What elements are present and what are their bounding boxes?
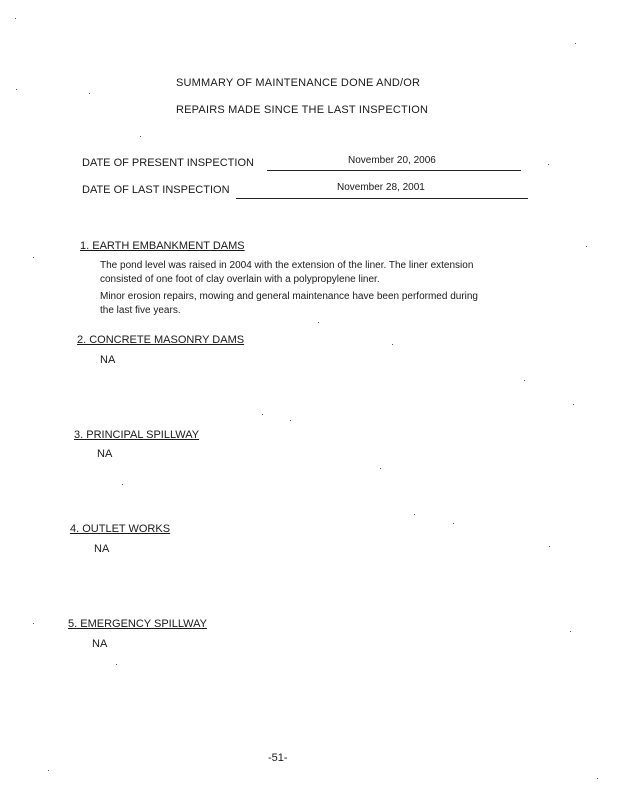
last-inspection-underline: [236, 198, 528, 199]
section-5-heading: 5. EMERGENCY SPILLWAY: [68, 618, 207, 630]
section-1-heading: 1. EARTH EMBANKMENT DAMS: [80, 240, 245, 252]
present-inspection-label: DATE OF PRESENT INSPECTION: [82, 157, 254, 169]
section-2-value: NA: [100, 354, 116, 366]
section-4-heading: 4. OUTLET WORKS: [70, 523, 171, 535]
title-line-2: REPAIRS MADE SINCE THE LAST INSPECTION: [176, 104, 429, 116]
present-inspection-date: November 20, 2006: [348, 155, 436, 166]
section-2-heading: 2. CONCRETE MASONRY DAMS: [77, 334, 245, 346]
section-4-value: NA: [94, 543, 110, 555]
title-line-1: SUMMARY OF MAINTENANCE DONE AND/OR: [176, 77, 421, 89]
section-3-value: NA: [97, 448, 113, 460]
page-number: -51-: [268, 752, 288, 764]
section-3-heading: 3. PRINCIPAL SPILLWAY: [74, 429, 200, 441]
section-1-line-1: The pond level was raised in 2004 with the extension of the liner. The liner extension: [100, 260, 474, 271]
section-1-line-3: Minor erosion repairs, mowing and general maintenance have been performed during: [100, 291, 478, 302]
last-inspection-date: November 28, 2001: [337, 182, 425, 193]
section-1-line-2: consisted of one foot of clay overlain with a polypropylene liner.: [100, 274, 380, 285]
present-inspection-underline: [267, 170, 521, 171]
last-inspection-label: DATE OF LAST INSPECTION: [82, 184, 230, 196]
section-1-line-4: the last five years.: [100, 305, 181, 316]
section-5-value: NA: [92, 638, 108, 650]
